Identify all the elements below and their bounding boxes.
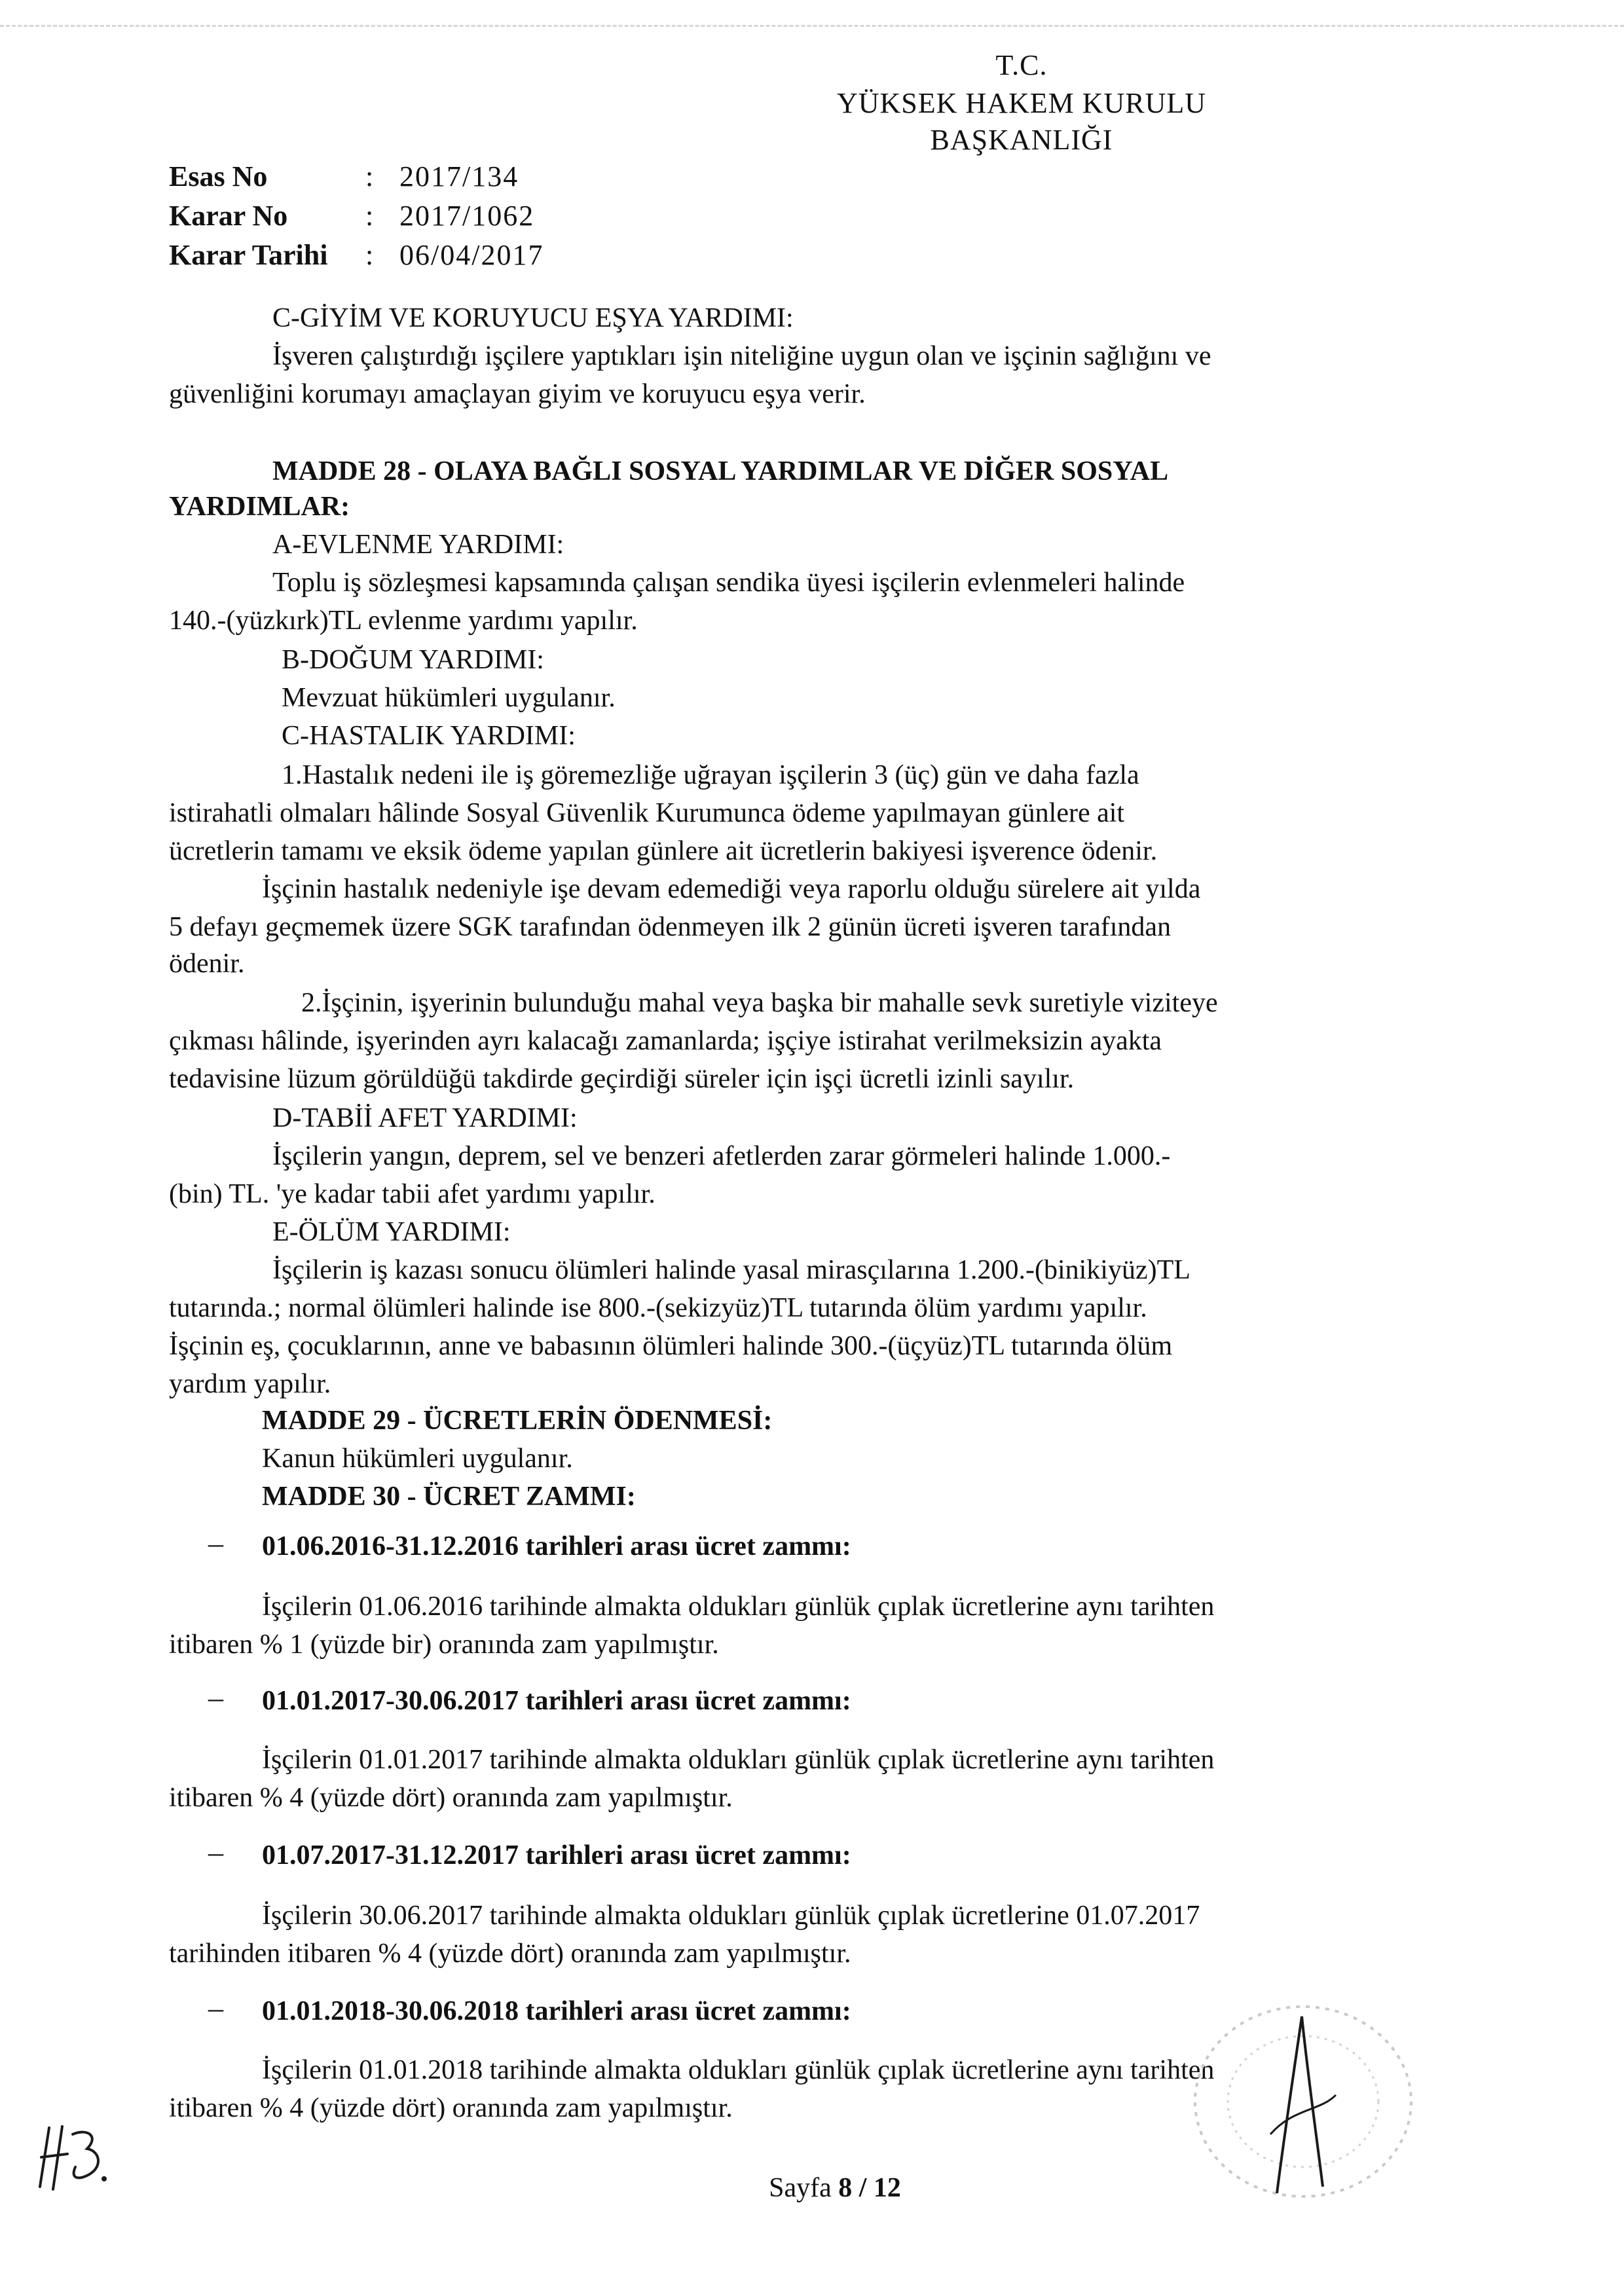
zam-3-heading: 01.07.2017-31.12.2017 tarihleri arası ücret zammı: [262, 1840, 851, 1870]
dogum-text: Mevzuat hükümleri uygulanır. [282, 683, 616, 713]
esas-no-label: Esas No [169, 160, 268, 192]
header-institution: YÜKSEK HAKEM KURULU [836, 87, 1207, 119]
zam-4-text-2: itibaren % 4 (yüzde dört) oranında zam yapılmıştır. [169, 2093, 733, 2123]
colon: : [365, 239, 374, 271]
total-pages: 12 [873, 2173, 901, 2203]
zam-1-text-1: İşçilerin 01.06.2016 tarihinde almakta oldukları günlük çıplak ücretlerine aynı tarihten [262, 1592, 1215, 1622]
scan-border-line [0, 25, 1624, 27]
hastalik-2-b: çıkması hâlinde, işyerinden ayrı kalacağı zamanlarda; işçiye istirahat verilmeksizin ayakta [169, 1026, 1162, 1056]
hastalik-1-f: ödenir. [169, 949, 245, 979]
zam-3-text-1: İşçilerin 30.06.2017 tarihinde almakta oldukları günlük çıplak ücretlerine 01.07.2017 [262, 1901, 1200, 1931]
afet-text-1: İşçilerin yangın, deprem, sel ve benzeri afetlerden zarar görmeleri halinde 1.000.- [272, 1141, 1171, 1171]
zam-4-heading: 01.01.2018-30.06.2018 tarihleri arası ücret zammı: [262, 1996, 851, 2026]
evlenme-heading: A-EVLENME YARDIMI: [272, 530, 564, 560]
karar-no-row [169, 196, 544, 236]
giyim-text-2: güvenliğini korumayı amaçlayan giyim ve koruyucu eşya verir. [169, 379, 866, 409]
zam-1-heading: 01.06.2016-31.12.2016 tarihleri arası ücret zammı: [262, 1531, 851, 1561]
madde-30-heading: MADDE 30 - ÜCRET ZAMMI: [262, 1482, 636, 1512]
olum-heading: E-ÖLÜM YARDIMI: [272, 1217, 511, 1247]
page-prefix: Sayfa [769, 2173, 839, 2203]
giyim-text-1: İşveren çalıştırdığı işçilere yaptıkları işin niteliğine uygun olan ve işçinin sağlığını ve [272, 341, 1211, 371]
karar-tarihi-value: 06/04/2017 [399, 239, 544, 271]
zam-4-text-1: İşçilerin 01.01.2018 tarihinde almakta oldukları günlük çıplak ücretlerine aynı tarihten [262, 2055, 1215, 2085]
zam-2-heading: 01.01.2017-30.06.2017 tarihleri arası ücret zammı: [262, 1686, 851, 1716]
madde-28-heading-2: YARDIMLAR: [169, 492, 350, 522]
hastalik-1-a: 1.Hastalık nedeni ile iş göremezliğe uğrayan işçilerin 3 (üç) gün ve daha fazla [282, 760, 1139, 790]
bullet-dash: – [208, 1835, 223, 1868]
hastalik-2-a: 2.İşçinin, işyerinin bulunduğu mahal veya başka bir mahalle sevk suretiyle viziteye [301, 988, 1218, 1018]
header-tc: T.C. [995, 49, 1048, 81]
madde-29-heading: MADDE 29 - ÜCRETLERİN ÖDENMESİ: [262, 1406, 773, 1436]
giyim-heading: C-GİYİM VE KORUYUCU EŞYA YARDIMI: [272, 303, 794, 333]
hastalik-2-c: tedavisine lüzum görüldüğü takdirde geçirdiği süreler için işçi ücretli izinli sayılır. [169, 1064, 1075, 1094]
page-footer [0, 2172, 1624, 2204]
current-page: 8 [838, 2173, 853, 2203]
karar-tarihi-label: Karar Tarihi [169, 239, 328, 271]
colon: : [365, 200, 374, 232]
hastalik-1-d: İşçinin hastalık nedeniyle işe devam edemediği veya raporlu olduğu sürelere ait yılda [262, 874, 1201, 904]
hastalik-1-c: ücretlerin tamamı ve eksik ödeme yapılan günlere ait ücretlerin bakiyesi işverence ödenir. [169, 836, 1158, 866]
page-separator: / [852, 2173, 874, 2203]
zam-3-text-2: tarihinden itibaren % 4 (yüzde dört) oranında zam yapılmıştır. [169, 1939, 851, 1969]
zam-2-text-1: İşçilerin 01.01.2017 tarihinde almakta oldukları günlük çıplak ücretlerine aynı tarihten [262, 1745, 1215, 1775]
evlenme-text-2: 140.-(yüzkırk)TL evlenme yardımı yapılır. [169, 606, 638, 636]
bullet-dash: – [208, 1991, 223, 2024]
afet-text-2: (bin) TL. 'ye kadar tabii afet yardımı yapılır. [169, 1179, 655, 1209]
madde-28-heading-1: MADDE 28 - OLAYA BAĞLI SOSYAL YARDIMLAR VE DİĞER SOSYAL [272, 456, 1169, 486]
hastalik-1-b: istirahatli olmaları hâlinde Sosyal Güvenlik Kurumunca ödeme yapılmayan günlere ait [169, 798, 1125, 828]
esas-no-value: 2017/134 [399, 160, 519, 192]
dogum-heading: B-DOĞUM YARDIMI: [282, 645, 544, 675]
karar-tarihi-row [169, 236, 544, 275]
evlenme-text-1: Toplu iş sözleşmesi kapsamında çalışan sendika üyesi işçilerin evlenmeleri halinde [272, 568, 1185, 598]
colon: : [365, 160, 374, 192]
header-presidency: BAŞKANLIĞI [930, 124, 1113, 156]
karar-no-value: 2017/1062 [399, 200, 535, 232]
olum-text-4: yardım yapılır. [169, 1369, 331, 1399]
zam-1-text-2: itibaren % 1 (yüzde bir) oranında zam yapılmıştır. [169, 1630, 719, 1660]
zam-2-text-2: itibaren % 4 (yüzde dört) oranında zam yapılmıştır. [169, 1783, 733, 1813]
madde-29-text: Kanun hükümleri uygulanır. [262, 1444, 573, 1474]
olum-text-3: İşçinin eş, çocuklarının, anne ve babasının ölümleri halinde 300.-(üçyüz)TL tutarında ölüm [169, 1331, 1173, 1361]
bullet-dash: – [208, 1526, 223, 1559]
afet-heading: D-TABİİ AFET YARDIMI: [272, 1103, 578, 1133]
esas-no-row [169, 157, 544, 196]
hastalik-1-e: 5 defayı geçmemek üzere SGK tarafından ödenmeyen ilk 2 günün ücreti işveren tarafından [169, 912, 1172, 942]
karar-no-label: Karar No [169, 200, 288, 232]
bullet-dash: – [208, 1681, 223, 1714]
olum-text-1: İşçilerin iş kazası sonucu ölümleri halinde yasal mirasçılarına 1.200.-(binikiyüz)TL [272, 1255, 1190, 1285]
hastalik-heading: C-HASTALIK YARDIMI: [282, 721, 576, 751]
case-metadata [169, 157, 544, 275]
olum-text-2: tutarında.; normal ölümleri halinde ise 800.-(sekizyüz)TL tutarında ölüm yardımı yapılır. [169, 1293, 1147, 1323]
